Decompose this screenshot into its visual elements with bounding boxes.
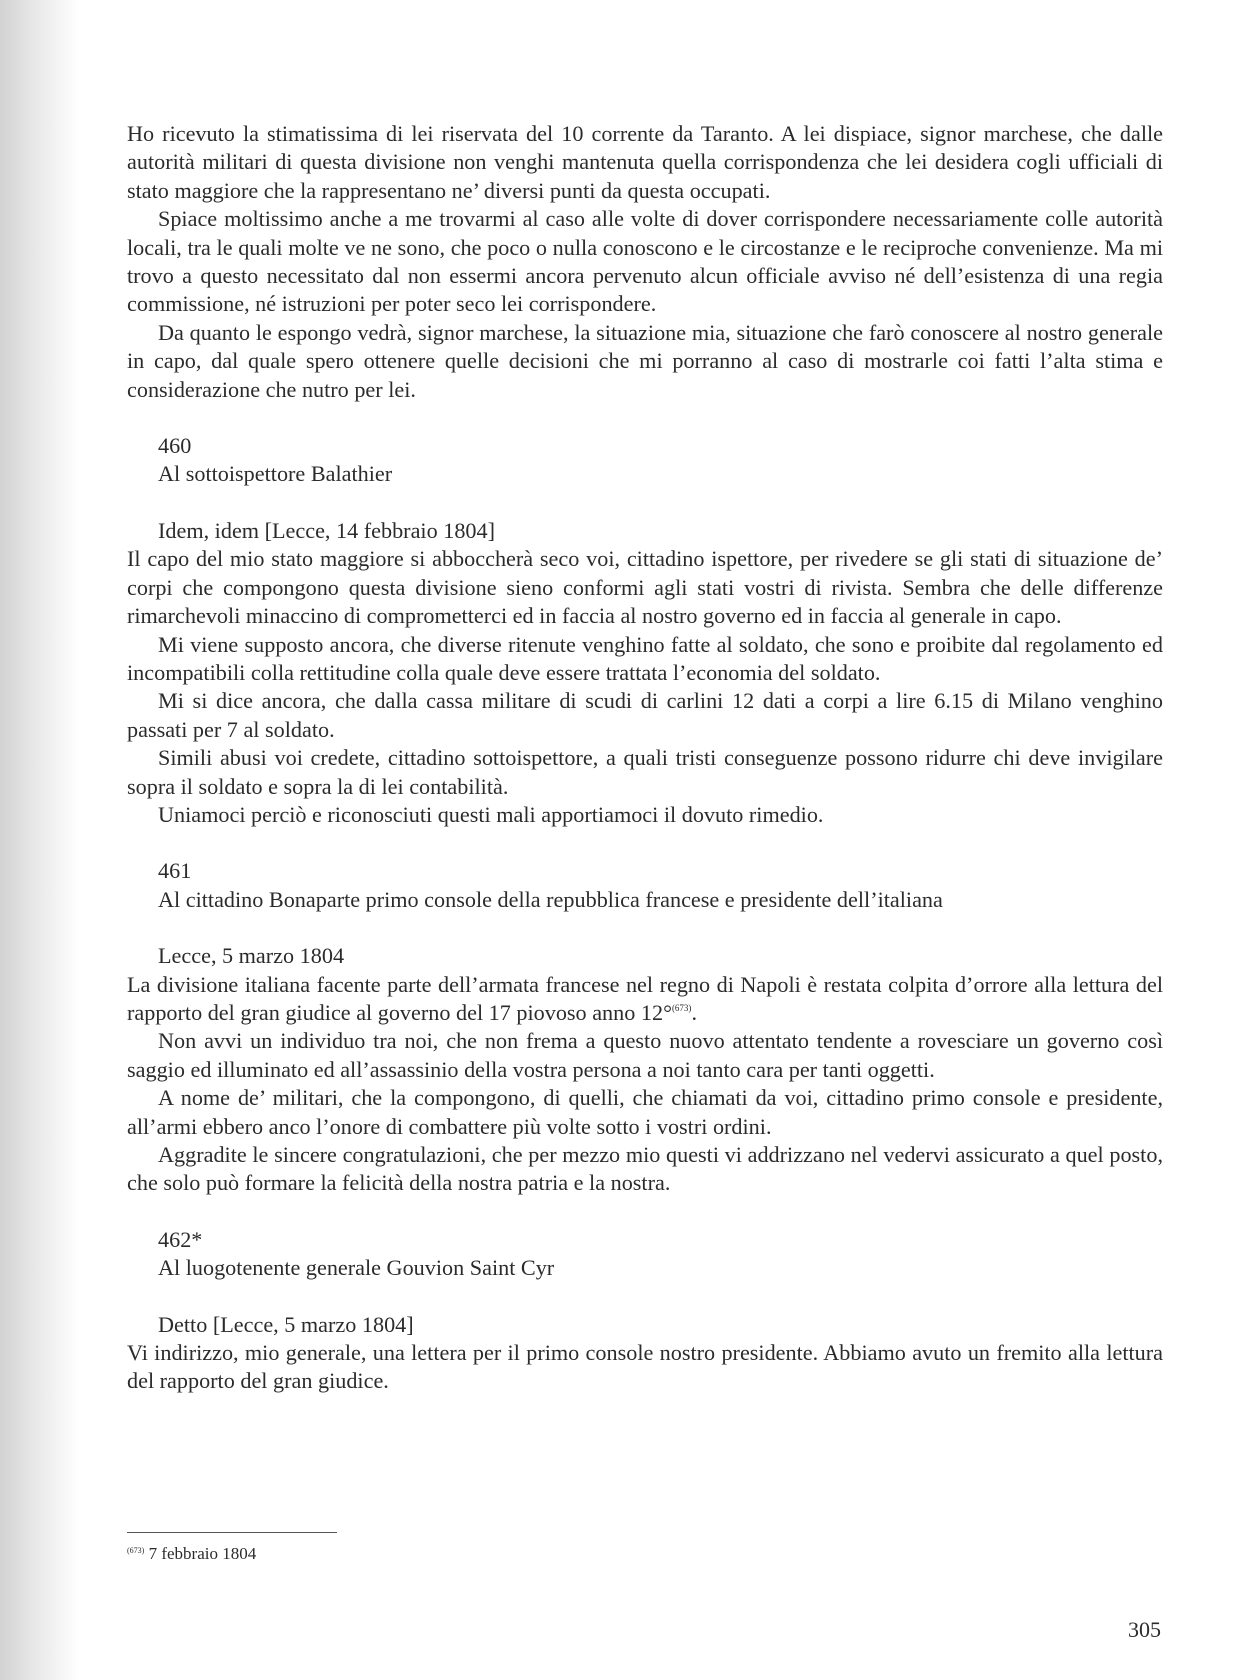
letter-460-paragraph-2: Mi viene supposto ancora, che diverse ritenute venghino fatte al soldato, che sono e proibite dal regolamento ed incompatibili colla rettitudine colla quale deve essere trattata l’economia del soldato. [127, 631, 1163, 685]
letter-460-recipient: Al sottoispettore Balathier [158, 461, 393, 487]
intro-paragraph-3: Da quanto le espongo vedrà, signor marchese, la situazione mia, situazione che farò conoscere al nostro generale in capo, dal quale spero ottenere quelle decisioni che mi porranno al caso di mostrarle coi fatti l’alta stima e considerazione che nutro per lei. [127, 319, 1163, 402]
letter-461-paragraph-4: Aggradite le sincere congratulazioni, che per mezzo mio questi vi addrizzano nel vedervi assicurato a quel posto, che solo può formare la felicità della nostra patria e la nostra. [127, 1142, 1163, 1196]
letter-460-paragraph-1: Il capo del mio stato maggiore si abboccherà seco voi, cittadino ispettore, per rivedere se gli stati di situazione de’ corpi che compongono questa divisione sieno conformi agli stati vostri di rivista. Sembra che delle differenze rimarchevoli minaccino di comprometterci ed in faccia al nostro governo ed in faccia al generale in capo. [127, 546, 1163, 629]
page-body [127, 120, 1163, 1396]
spacer [127, 1283, 1163, 1311]
letter-461-recipient: Al cittadino Bonaparte primo console della repubblica francese e presidente dell’italiana [158, 886, 943, 912]
page-number: 305 [1128, 1617, 1161, 1642]
letter-461-paragraph-3: A nome de’ militari, che la compongono, di quelli, che chiamati da voi, cittadino primo console e presidente, all’armi ebbero anco l’onore di combattere più volte sotto i vostri ordini. [127, 1085, 1163, 1139]
letter-460-dateline: Idem, idem [Lecce, 14 febbraio 1804] [158, 517, 495, 543]
letter-461-dateline: Lecce, 5 marzo 1804 [158, 943, 345, 969]
letter-461-paragraph-2: Non avvi un individuo tra noi, che non frema a questo nuovo attentato tendente a rovesciare un governo così saggio ed illuminato ed all’assassinio della vostra persona a noi tanto cara per tanti oggetti. [127, 1028, 1163, 1082]
letter-460-number: 460 [158, 433, 192, 459]
footnote-text: 7 febbraio 1804 [144, 1544, 257, 1563]
letter-462-paragraph-1: Vi indirizzo, mio generale, una lettera per il primo console nostro presidente. Abbiamo avuto un fremito alla lettura del rapporto del gran giudice. [127, 1340, 1163, 1394]
footnote [127, 1543, 256, 1565]
footnote-divider [127, 1532, 337, 1533]
footnote-marker: (673) [127, 1546, 145, 1555]
spacer [127, 1198, 1163, 1226]
letter-462-number: 462* [158, 1226, 203, 1252]
letter-461-paragraph-1-text: La divisione italiana facente parte dell’armata francese nel regno di Napoli è restata colpita d’orrore alla lettura del rapporto del gran giudice al governo del 17 piovoso anno 12° [127, 971, 1163, 1025]
intro-paragraph-2: Spiace moltissimo anche a me trovarmi al caso alle volte di dover corrispondere necessariamente colle autorità locali, tra le quali molte ve ne sono, che poco o nulla conoscono e le circostanze e le reciproche convenienze. Ma mi trovo a questo necessitato dal non essermi ancora pervenuto alcun officiale avviso né dell’esistenza di una regia commissione, né istruzioni per poter seco lei corrispondere. [127, 206, 1163, 317]
letter-462-recipient: Al luogotenente generale Gouvion Saint Cyr [158, 1255, 555, 1281]
letter-461-paragraph-1-end: . [691, 999, 697, 1025]
letter-461-number: 461 [158, 858, 192, 884]
intro-paragraph-1: Ho ricevuto la stimatissima di lei riservata del 10 corrente da Taranto. A lei dispiace, signor marchese, che dalle autorità militari di questa divisione non venghi mantenuta quella corrispondenza che lei desidera cogli ufficiali di stato maggiore che la rappresentano ne’ diversi punti da questa occupati. [127, 121, 1163, 203]
letter-460-paragraph-5: Uniamoci perciò e riconosciuti questi mali apportiamoci il dovuto rimedio. [158, 801, 824, 827]
spacer [127, 404, 1163, 432]
letter-460-paragraph-3: Mi si dice ancora, che dalla cassa militare di scudi di carlini 12 dati a corpi a lire 6.15 di Milano venghino passati per 7 al soldato. [127, 688, 1163, 742]
page-gutter-shadow [0, 0, 80, 1680]
footnote-reference: (673) [671, 1002, 692, 1013]
spacer [127, 914, 1163, 942]
letter-460-paragraph-4: Simili abusi voi credete, cittadino sottoispettore, a quali tristi conseguenze possono ridurre chi deve invigilare sopra il soldato e sopra la di lei contabilità. [127, 745, 1163, 799]
spacer [127, 829, 1163, 857]
letter-462-dateline: Detto [Lecce, 5 marzo 1804] [158, 1311, 414, 1337]
spacer [127, 489, 1163, 517]
letter-461-paragraph-1 [127, 971, 1163, 1028]
